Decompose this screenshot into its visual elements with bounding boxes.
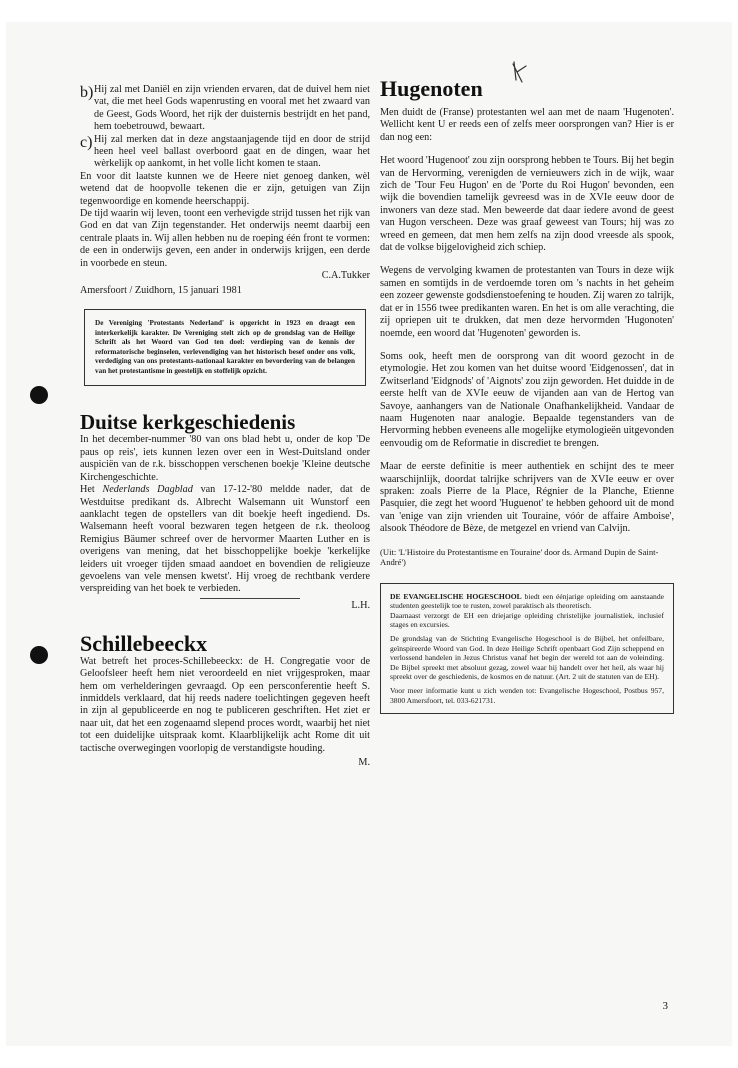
paragraph: Het woord 'Hugenoot' zou zijn oorsprong hebben te Tours. Bij het begin van de Hervorming, verenigden de vernieuwers zich in de wijk, waar zich de 'Tour Feu Hugon' en de 'Porte du Roi Hugon' bevonden, een wijk die bovendien tamelijk gevreesd was in de XVIe eeuw door de inwoners van deze stad. Men beweerde dat daar iedere avond de geest van Hugon verscheen. Deze was graaf geweest van Tours; hij was zo wreed en gemeen, dat men hem zelfs na zijn dood vreesde als spook, dat de volkse bijgelovigheid zich schiep. <box>380 155 674 254</box>
source-citation: (Uit: 'L'Histoire du Protestantisme en Touraine' door ds. Armand Dupin de Saint-André') <box>380 546 659 568</box>
paragraph: In het december-nummer '80 van ons blad hebt u, onder de kop 'De paus op reis', iets kunnen lezen over een in West-Duitsland onder auspiciën van de r.k. bisschoppen verschenen boekje 'Kleine deutsche Kirchengeschichte. <box>80 434 370 483</box>
paragraph: De tijd waarin wij leven, toont een verhevigde strijd tussen het rijk van God en dat van Zijn tegenstander. Het onderwijs neemt daarbij een centrale plaats in. Wij allen hebben nu de roeping één front te vormen: de een in onderwijs geven, een ander in onderwijs krijgen, een derde in voorbede en steun. <box>80 208 370 269</box>
punch-hole-top <box>30 386 48 404</box>
heading-hugenoten: Hugenoten <box>380 76 483 101</box>
list-marker: c) <box>80 133 93 151</box>
box-paragraph: Voor meer informatie kunt u zich wenden tot: Evangelische Hogeschool, Postbus 957, 3800 Amersfoort, tel. 033-621731. <box>390 686 664 705</box>
info-box-evangelische-hogeschool <box>380 583 674 714</box>
author-signature: M. <box>358 757 370 768</box>
author-signature: L.H. <box>351 599 370 611</box>
page-number: 3 <box>662 1000 668 1012</box>
sign-row <box>80 598 370 613</box>
author-signature: C.A.Tukker <box>321 270 370 282</box>
paragraph: En voor dit laatste kunnen we de Heere niet genoeg danken, wèl wetend dat de hoopvolle tekenen die er zijn, getuigen van Zijn tegenwoordige en komende heerschappij. <box>80 170 370 207</box>
list-item-b <box>80 84 370 134</box>
punch-hole-bottom <box>30 646 48 664</box>
text-span: Daarnaast verzorgt de EH een driejarige opleiding christelijke journalistiek, inclusief stages en excursies. <box>390 610 664 629</box>
box-title: DE EVANGELISCHE HOGESCHOOL <box>390 591 522 601</box>
text-span: van 17-12-'80 meldde nader, dat de Westduitse predikant ds. Albrecht Walsemann uit Wunstorf een aanklacht tegen de opstellers van dit boekje heeft ingediend. Ds. Walsemann heeft vooral bezwaren tegen hetgeen de r.k. theoloog Remigius Bäumer schreef over de hervormer Maarten Luther en is overigens van mening, dat het bisschoppelijke boekje 'kerkelijke leiders uit vroeger tijden smaad aandoet en bovendien de religieuze gevoelens van vele mensen kwetst'. Hij vroeg de rechtbank verdere verspreiding van het boek te verbieden. <box>80 484 370 595</box>
paragraph: Soms ook, heeft men de oorsprong van dit woord gezocht in de etymologie. Het zou komen van het duitse woord 'Eidgenossen', dat in Zwitserland 'Eidgnods' of 'Aignots' zou zijn geworden. Het duidde in de eerste helft van de XVIe eeuw de vijanden aan van de Hertog van Savoye, aanhangers van de Nationale Onafhankelijkheid. Vandaar de naam Hugenoten naar analogie. Bepaalde tegenstanders van de Hervorming hebben eveneens alle mogelijke etymologieën uitgevonden eenvoudig om de Reformatie in discrediet te brengen. <box>380 350 674 449</box>
document-page <box>6 22 732 1046</box>
list-text: Hij zal met Daniël en zijn vrienden ervaren, dat de duivel hem niet vat, die met heel Gods wapenrusting en vooral met het zwaard van de Geest, Gods Woord, het rijk der duisternis bestrijdt en het pand, hem toebetrouwd, bewaart. <box>94 84 370 133</box>
paragraph-nederlands-dagblad <box>80 484 370 596</box>
heading-schillebeeckx: Schillebeeckx <box>80 630 208 656</box>
list-marker: b) <box>80 84 94 101</box>
box-paragraph: De grondslag van de Stichting Evangelische Hogeschool is de Bijbel, het onfeilbare, geïnspireerde Woord van God. In deze Heilige Schrift openbaart God Zijn scheppend en verlossend handelen in Jezus Christus vanaf het begin der wereld tot aan de voleinding. De Bijbel spreekt met absoluut gezag, zowel waar hij handelt over het heil, als waar hij spreekt over de geschiedenis, de kosmos en de natuur. (Art. 2 uit de statuten van de EH). <box>390 634 664 682</box>
divider <box>200 598 300 599</box>
left-column <box>80 84 370 769</box>
place-date: Amersfoort / Zuidhorn, 15 januari 1981 <box>80 284 242 296</box>
paragraph: Maar de eerste definitie is meer authentiek en schijnt des te meer waarschijnlijk, doordat talrijke schrijvers van de XVIe eeuw er over spraken: zoals Pierre de la Place, Régnier de la Planche, Etienne Pasquier, die zegt het woord 'Huguenot' te hebben gehoord uit de mond van 'enige van zijn vrienden uit Touraine, vóór de affaire Amboise', alsook Théodore de Bèze, de metgezel en vriend van Calvijn. <box>380 461 674 535</box>
text-span: biedt een éénjarige opleiding om aanstaande studenten geestelijk toe te rusten, zowel paraktisch als theoretisch. <box>390 591 664 611</box>
newspaper-name: Nederlands Dagblad <box>102 484 193 496</box>
info-box-protestants-nederland <box>84 309 366 387</box>
heading-duitse-kerkgeschiedenis: Duitse kerkgeschiedenis <box>80 410 296 435</box>
paragraph: Wat betreft het proces-Schillebeeckx: de H. Congregatie voor de Geloofsleer heeft hem niet veroordeeld en niet vrijgesproken, maar hem om verhelderingen gevraagd. Op een persconferentie heeft S. inmiddels verklaard, dat hij reeds nadere toelichtingen gegeven heeft in zijn al gepubliceerde en nog te publiceren geschriften. Het ziet er naar uit, dat het een zogenaamd slepend proces wordt, waarbij het niet tot een duidelijke uitspraak komt. Klaarblijkelijk acht Rome dit uit tactische overwegingen voorlopig de verstandigste houding. <box>80 655 370 754</box>
paragraph: Wegens de vervolging kwamen de protestanten van Tours in deze wijk samen en somtijds in de verdoemde toren om 's nachts in het geheim een zozeer gewenste godsdienstoefening te houden. Zij waren zo talrijk, dat er in 1556 twee predikanten waren. En het is om alle verachting, die zij opriepen uit te drukken, dat men deze hervormden 'Hugonoten' noemde, een woord dat 'Hugenoten' geworden is. <box>380 265 674 339</box>
box-paragraph <box>390 592 664 630</box>
right-column <box>380 76 674 714</box>
text-span: Het <box>80 484 103 496</box>
list-text: Hij zal merken dat in deze angstaanjagende tijd en door de strijd heen heel veel ballast overboord gaat en de dingen, waar het wèrkelijk op aankomt, in het volle licht komen te staan. <box>94 133 370 170</box>
list-item-c <box>80 134 370 171</box>
paragraph: Men duidt de (Franse) protestanten wel aan met de naam 'Hugenoten'. Wellicht kent U er reeds een of zelfs meer oorsprongen van? Hier is er dan nog een: <box>380 107 674 143</box>
box-text: De Vereniging 'Protestants Nederland' is opgericht in 1923 en draagt een interkerkelijk karakter. De Vereniging stelt zich op de grondslag van de Heilige Schrift als het Woord van God ten doel: verdieping van de kennis der reformatorische beginselen, verlevendiging van het historisch besef onder ons volk, verdediging van ons protestants-nationaal karakter en bevordering van de belangen van het protestantisme in geestelijk en stoffelijk opzicht. <box>95 318 355 375</box>
